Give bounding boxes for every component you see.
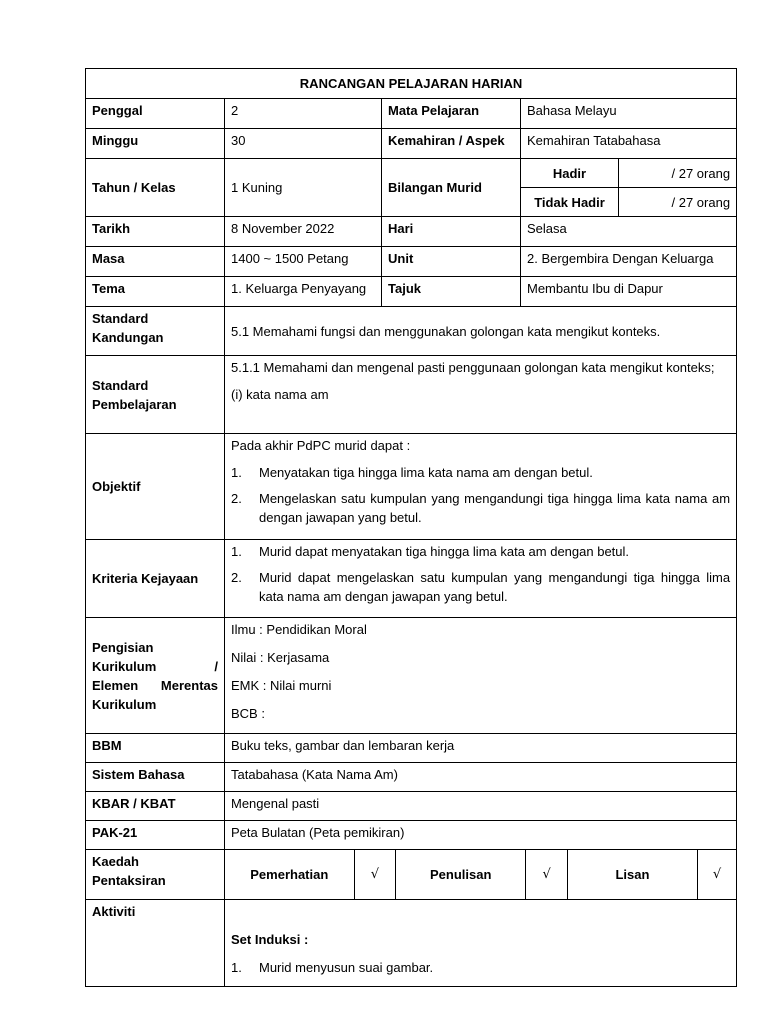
- kriteria-list: [231, 542, 730, 606]
- list-item: [231, 958, 730, 977]
- list-item: [231, 489, 730, 527]
- pengisian-content: [225, 618, 737, 734]
- standard-pembelajaran-label-2: Pembelajaran: [92, 396, 177, 412]
- row-penggal: [86, 99, 737, 129]
- item-number: 1.: [231, 544, 242, 559]
- row-sistem-bahasa: [86, 763, 737, 792]
- pengisian-label-line3: [92, 676, 218, 695]
- penulisan-check-icon: √: [526, 850, 568, 899]
- objektif-content: [225, 434, 737, 540]
- mata-pelajaran-label: Mata Pelajaran: [382, 99, 521, 129]
- row-standard-pembelajaran: [86, 356, 737, 434]
- kemahiran-label: Kemahiran / Aspek: [382, 129, 521, 159]
- aktiviti-content: [225, 900, 737, 987]
- pemerhatian-label: Pemerhatian: [250, 867, 329, 882]
- penggal-label: Penggal: [86, 99, 225, 129]
- tema-label: Tema: [86, 277, 225, 307]
- masa-label: Masa: [86, 247, 225, 277]
- bilangan-murid-label: Bilangan Murid: [382, 159, 521, 217]
- standard-kandungan-label-2: Kandungan: [92, 330, 164, 345]
- aktiviti-label: Aktiviti: [86, 900, 225, 987]
- minggu-label: Minggu: [86, 129, 225, 159]
- list-item: [231, 542, 730, 561]
- tahun-kelas-value: 1 Kuning: [225, 159, 382, 217]
- kriteria-label: Kriteria Kejayaan: [86, 540, 225, 618]
- standard-pembelajaran-line2: (i) kata nama am: [231, 387, 329, 402]
- item-number: 2.: [231, 491, 242, 506]
- item-text: Murid dapat menyatakan tiga hingga lima kata am dengan betul.: [259, 544, 630, 559]
- row-tahun-hadir: [86, 159, 737, 188]
- kriteria-content: [225, 540, 737, 618]
- bbm-label: BBM: [86, 734, 225, 763]
- pemerhatian-check-icon: √: [354, 850, 396, 899]
- item-text: Mengelaskan satu kumpulan yang mengandungi tiga hingga lima kata nama am dengan jawapan yang betul.: [259, 491, 731, 525]
- row-pak21: [86, 821, 737, 850]
- row-aktiviti: [86, 900, 737, 987]
- mata-pelajaran-value: Bahasa Melayu: [521, 99, 737, 129]
- pengisian-label-4: Merentas: [160, 677, 218, 693]
- row-kbar: [86, 792, 737, 821]
- pengisian-label-line2: [92, 657, 218, 676]
- bcb-text: BCB :: [231, 706, 265, 721]
- standard-kandungan-label-1: Standard: [92, 311, 149, 326]
- pengisian-label-5: Kurikulum: [92, 696, 157, 712]
- pengisian-label-1: Pengisian: [92, 639, 154, 655]
- kbar-label: KBAR / KBAT: [86, 792, 225, 821]
- sistem-bahasa-label: Sistem Bahasa: [86, 763, 225, 792]
- item-text: Murid menyusun suai gambar.: [259, 960, 434, 975]
- standard-pembelajaran-label: [86, 356, 225, 434]
- item-number: 2.: [231, 570, 242, 585]
- kaedah-label-2: Pentaksiran: [92, 873, 166, 888]
- objektif-label: Objektif: [86, 434, 225, 540]
- item-number: 1.: [231, 465, 242, 480]
- standard-pembelajaran-content: [225, 356, 737, 434]
- lesson-plan-table: [85, 68, 737, 987]
- masa-value: 1400 ~ 1500 Petang: [225, 247, 382, 277]
- row-tema: [86, 277, 737, 307]
- unit-label: Unit: [382, 247, 521, 277]
- standard-kandungan-label: [86, 307, 225, 356]
- bbm-value: Buku teks, gambar dan lembaran kerja: [225, 734, 737, 763]
- page-title: RANCANGAN PELAJARAN HARIAN: [86, 69, 737, 99]
- emk-text: EMK : Nilai murni: [231, 678, 332, 693]
- item-text: Murid dapat mengelaskan satu kumpulan yang mengandungi tiga hingga lima kata nama am dengan jawapan yang betul.: [259, 570, 731, 604]
- hadir-label: Hadir: [521, 159, 619, 188]
- hari-value: Selasa: [521, 217, 737, 247]
- kaedah-label-1: Kaedah: [92, 854, 139, 869]
- objektif-list: [231, 463, 730, 527]
- pengisian-label: [86, 618, 225, 734]
- aktiviti-list: [231, 958, 730, 977]
- hadir-value: / 27 orang: [619, 159, 737, 188]
- lisan-label: Lisan: [567, 850, 697, 899]
- row-masa: [86, 247, 737, 277]
- tarikh-value: 8 November 2022: [225, 217, 382, 247]
- pengisian-label-2: Kurikulum: [92, 658, 157, 674]
- ilmu-text: Ilmu : Pendidikan Moral: [231, 622, 367, 637]
- tarikh-label: Tarikh: [86, 217, 225, 247]
- standard-pembelajaran-line1: 5.1.1 Memahami dan mengenal pasti penggunaan golongan kata mengikut konteks;: [231, 360, 715, 375]
- unit-value: 2. Bergembira Dengan Keluarga: [521, 247, 737, 277]
- set-induksi-heading: Set Induksi :: [231, 932, 309, 947]
- objektif-intro: Pada akhir PdPC murid dapat :: [231, 438, 411, 453]
- pak21-label: PAK-21: [86, 821, 225, 850]
- penulisan-label: Penulisan: [396, 850, 526, 899]
- lisan-check-icon: √: [698, 850, 737, 899]
- kemahiran-value: Kemahiran Tatabahasa: [521, 129, 737, 159]
- row-standard-kandungan: [86, 307, 737, 356]
- tahun-kelas-label: Tahun / Kelas: [86, 159, 225, 217]
- item-number: 1.: [231, 960, 242, 975]
- row-tarikh: [86, 217, 737, 247]
- tidak-hadir-label: Tidak Hadir: [521, 188, 619, 217]
- row-objektif: [86, 434, 737, 540]
- kaedah-methods-table: [225, 850, 736, 899]
- row-minggu: [86, 129, 737, 159]
- penggal-value: 2: [225, 99, 382, 129]
- hari-label: Hari: [382, 217, 521, 247]
- nilai-text: Nilai : Kerjasama: [231, 650, 330, 665]
- row-kaedah: [86, 850, 737, 900]
- standard-kandungan-value: 5.1 Memahami fungsi dan menggunakan golongan kata mengikut konteks.: [225, 307, 737, 356]
- standard-pembelajaran-label-1: Standard: [92, 377, 149, 393]
- pengisian-label-3: Elemen: [92, 677, 139, 693]
- title-row: [86, 69, 737, 99]
- minggu-value: 30: [225, 129, 382, 159]
- kaedah-methods: [225, 850, 737, 900]
- row-kriteria: [86, 540, 737, 618]
- list-item: [231, 463, 730, 482]
- list-item: [231, 568, 730, 606]
- tidak-hadir-value: / 27 orang: [619, 188, 737, 217]
- row-bbm: [86, 734, 737, 763]
- tajuk-label: Tajuk: [382, 277, 521, 307]
- row-pengisian: [86, 618, 737, 734]
- item-text: Menyatakan tiga hingga lima kata nama am dengan betul.: [259, 465, 593, 480]
- kbar-value: Mengenal pasti: [225, 792, 737, 821]
- pengisian-label-slash: /: [214, 658, 218, 674]
- tema-value: 1. Keluarga Penyayang: [225, 277, 382, 307]
- kaedah-label: [86, 850, 225, 900]
- pak21-value: Peta Bulatan (Peta pemikiran): [225, 821, 737, 850]
- sistem-bahasa-value: Tatabahasa (Kata Nama Am): [225, 763, 737, 792]
- tajuk-value: Membantu Ibu di Dapur: [521, 277, 737, 307]
